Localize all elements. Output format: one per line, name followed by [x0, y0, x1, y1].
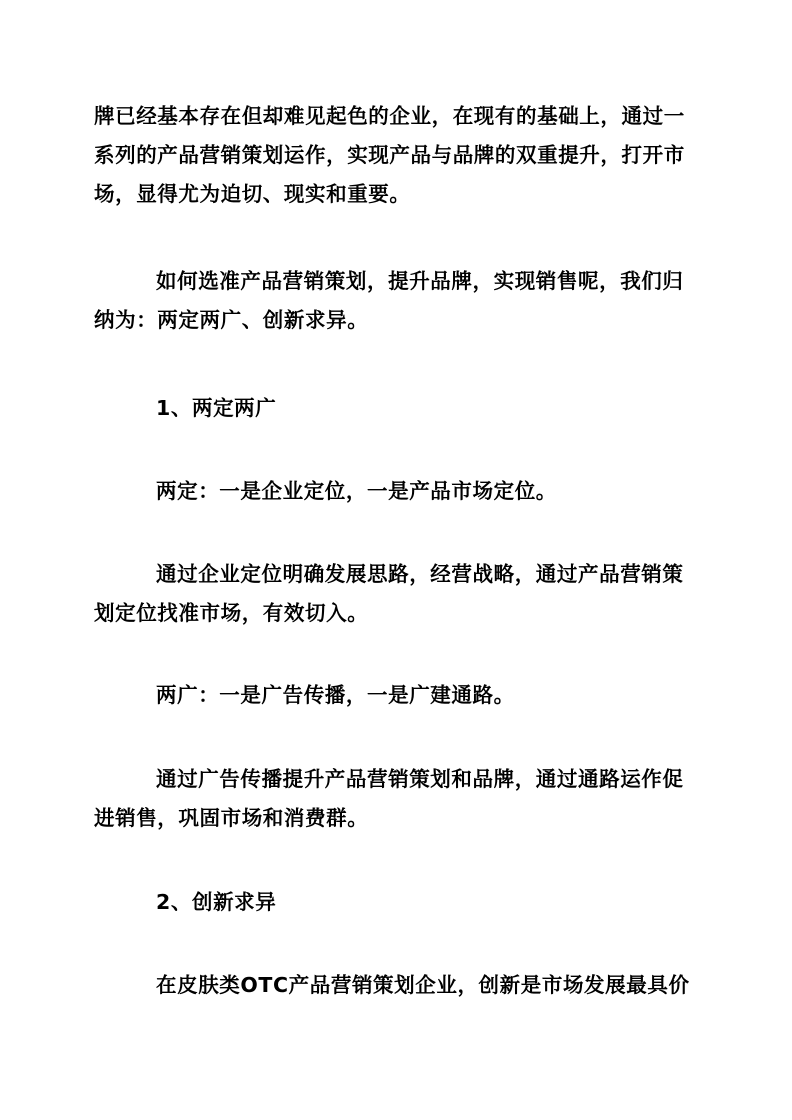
- text-line: 进销售，巩固市场和消费群。: [94, 806, 369, 830]
- text-line: 通过广告传播提升产品营销策划和品牌，通过通路运作促: [156, 767, 684, 791]
- paragraph-brand-intro: [94, 97, 694, 214]
- paragraph-innovation: [94, 966, 694, 1005]
- paragraph-broad-detail: [94, 760, 694, 838]
- section-heading-2: 2、创新求异: [156, 890, 277, 914]
- paragraph-positioning-detail: [94, 555, 694, 633]
- paragraph-two-positioning: [94, 472, 694, 511]
- section-heading-1: 1、两定两广: [156, 396, 277, 420]
- text-line: 如何选准产品营销策划，提升品牌，实现销售呢，我们归: [156, 269, 684, 293]
- text-line: 系列的产品营销策划运作，实现产品与品牌的双重提升，打开市: [94, 143, 685, 167]
- paragraph-two-broad: [94, 676, 694, 715]
- text-line: 两广：一是广告传播，一是广建通路。: [156, 683, 515, 707]
- text-line: 牌已经基本存在但却难见起色的企业，在现有的基础上，通过一: [94, 104, 685, 128]
- text-line: 划定位找准市场，有效切入。: [94, 601, 369, 625]
- text-line: 通过企业定位明确发展思路，经营战略，通过产品营销策: [156, 562, 684, 586]
- text-line: 纳为：两定两广、创新求异。: [94, 308, 369, 332]
- paragraph-summary: [94, 262, 694, 340]
- text-line: 场，显得尤为迫切、现实和重要。: [94, 182, 411, 206]
- text-line: 两定：一是企业定位，一是产品市场定位。: [156, 479, 557, 503]
- text-line: 在皮肤类OTC产品营销策划企业，创新是市场发展最具价: [156, 973, 690, 997]
